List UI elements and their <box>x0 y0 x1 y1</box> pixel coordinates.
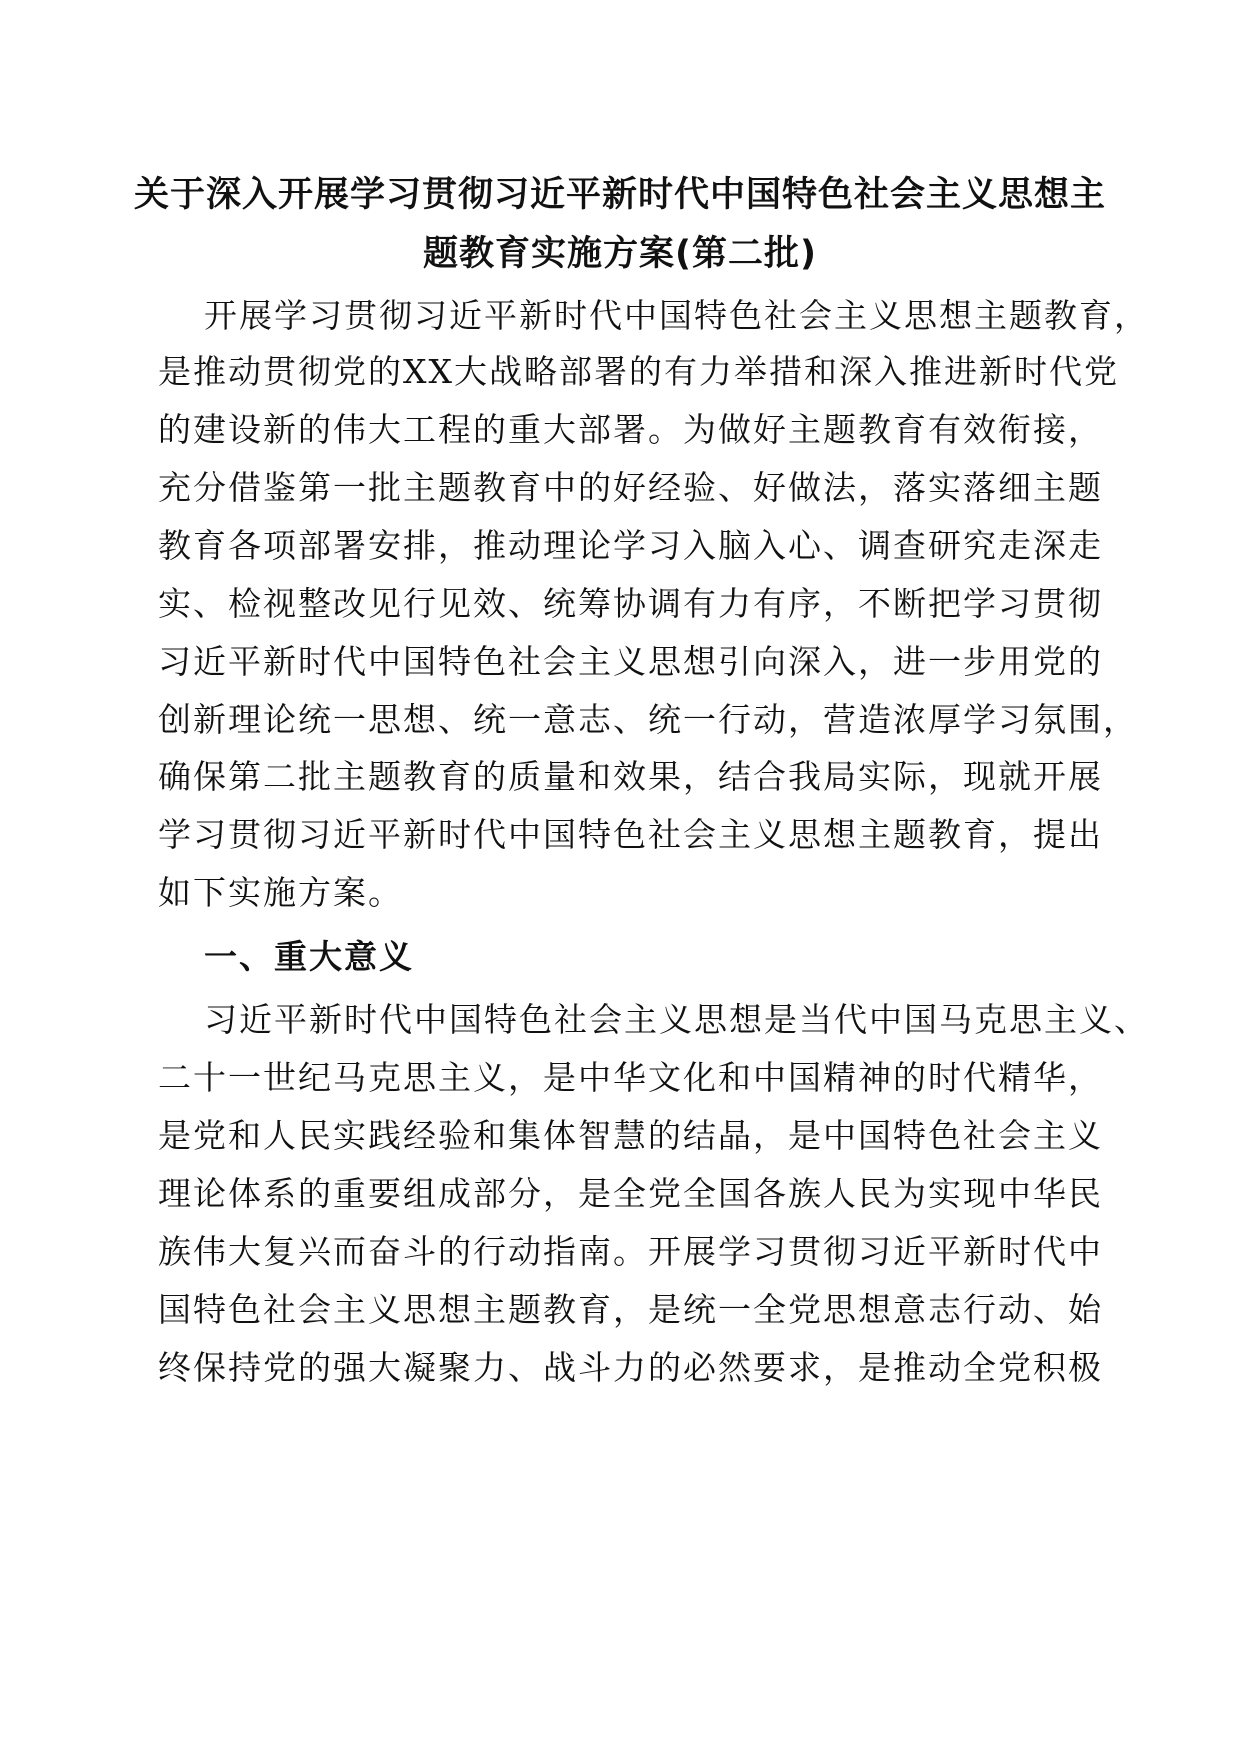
section1-paragraph-line: 族伟大复兴而奋斗的行动指南。开展学习贯彻习近平新时代中 <box>158 1232 1103 1271</box>
intro-paragraph-line: 开展学习贯彻习近平新时代中国特色社会主义思想主题教育， <box>204 296 1149 335</box>
section-heading-significance: 一、重大意义 <box>204 937 414 976</box>
section1-paragraph-line: 是党和人民实践经验和集体智慧的结晶，是中国特色社会主义 <box>158 1116 1103 1155</box>
intro-paragraph-line: 创新理论统一思想、统一意志、统一行动，营造浓厚学习氛围， <box>158 700 1138 739</box>
intro-paragraph-line: 的建设新的伟大工程的重大部署。为做好主题教育有效衔接， <box>158 410 1103 449</box>
intro-paragraph-line: 确保第二批主题教育的质量和效果，结合我局实际，现就开展 <box>158 757 1103 796</box>
section1-paragraph-line: 二十一世纪马克思主义，是中华文化和中国精神的时代精华， <box>158 1058 1103 1097</box>
intro-paragraph-line: 如下实施方案。 <box>158 873 403 912</box>
intro-paragraph-line: 是推动贯彻党的XX大战略部署的有力举措和深入推进新时代党 <box>158 352 1119 391</box>
document-title-line-1: 关于深入开展学习贯彻习近平新时代中国特色社会主义思想主 <box>133 175 1106 215</box>
document-title-line-2: 题教育实施方案(第二批) <box>423 234 817 274</box>
section1-paragraph-line: 习近平新时代中国特色社会主义思想是当代中国马克思主义、 <box>204 1000 1149 1039</box>
section1-paragraph-line: 国特色社会主义思想主题教育，是统一全党思想意志行动、始 <box>158 1290 1103 1329</box>
intro-paragraph-line: 教育各项部署安排，推动理论学习入脑入心、调查研究走深走 <box>158 526 1103 565</box>
intro-paragraph-line: 实、检视整改见行见效、统筹协调有力有序，不断把学习贯彻 <box>158 584 1103 623</box>
intro-paragraph-line: 习近平新时代中国特色社会主义思想引向深入，进一步用党的 <box>158 642 1103 681</box>
intro-paragraph-line: 学习贯彻习近平新时代中国特色社会主义思想主题教育，提出 <box>158 815 1103 854</box>
section1-paragraph-line: 终保持党的强大凝聚力、战斗力的必然要求，是推动全党积极 <box>158 1348 1103 1387</box>
section1-paragraph-line: 理论体系的重要组成部分，是全党全国各族人民为实现中华民 <box>158 1174 1103 1213</box>
intro-paragraph-line: 充分借鉴第一批主题教育中的好经验、好做法，落实落细主题 <box>158 468 1103 507</box>
